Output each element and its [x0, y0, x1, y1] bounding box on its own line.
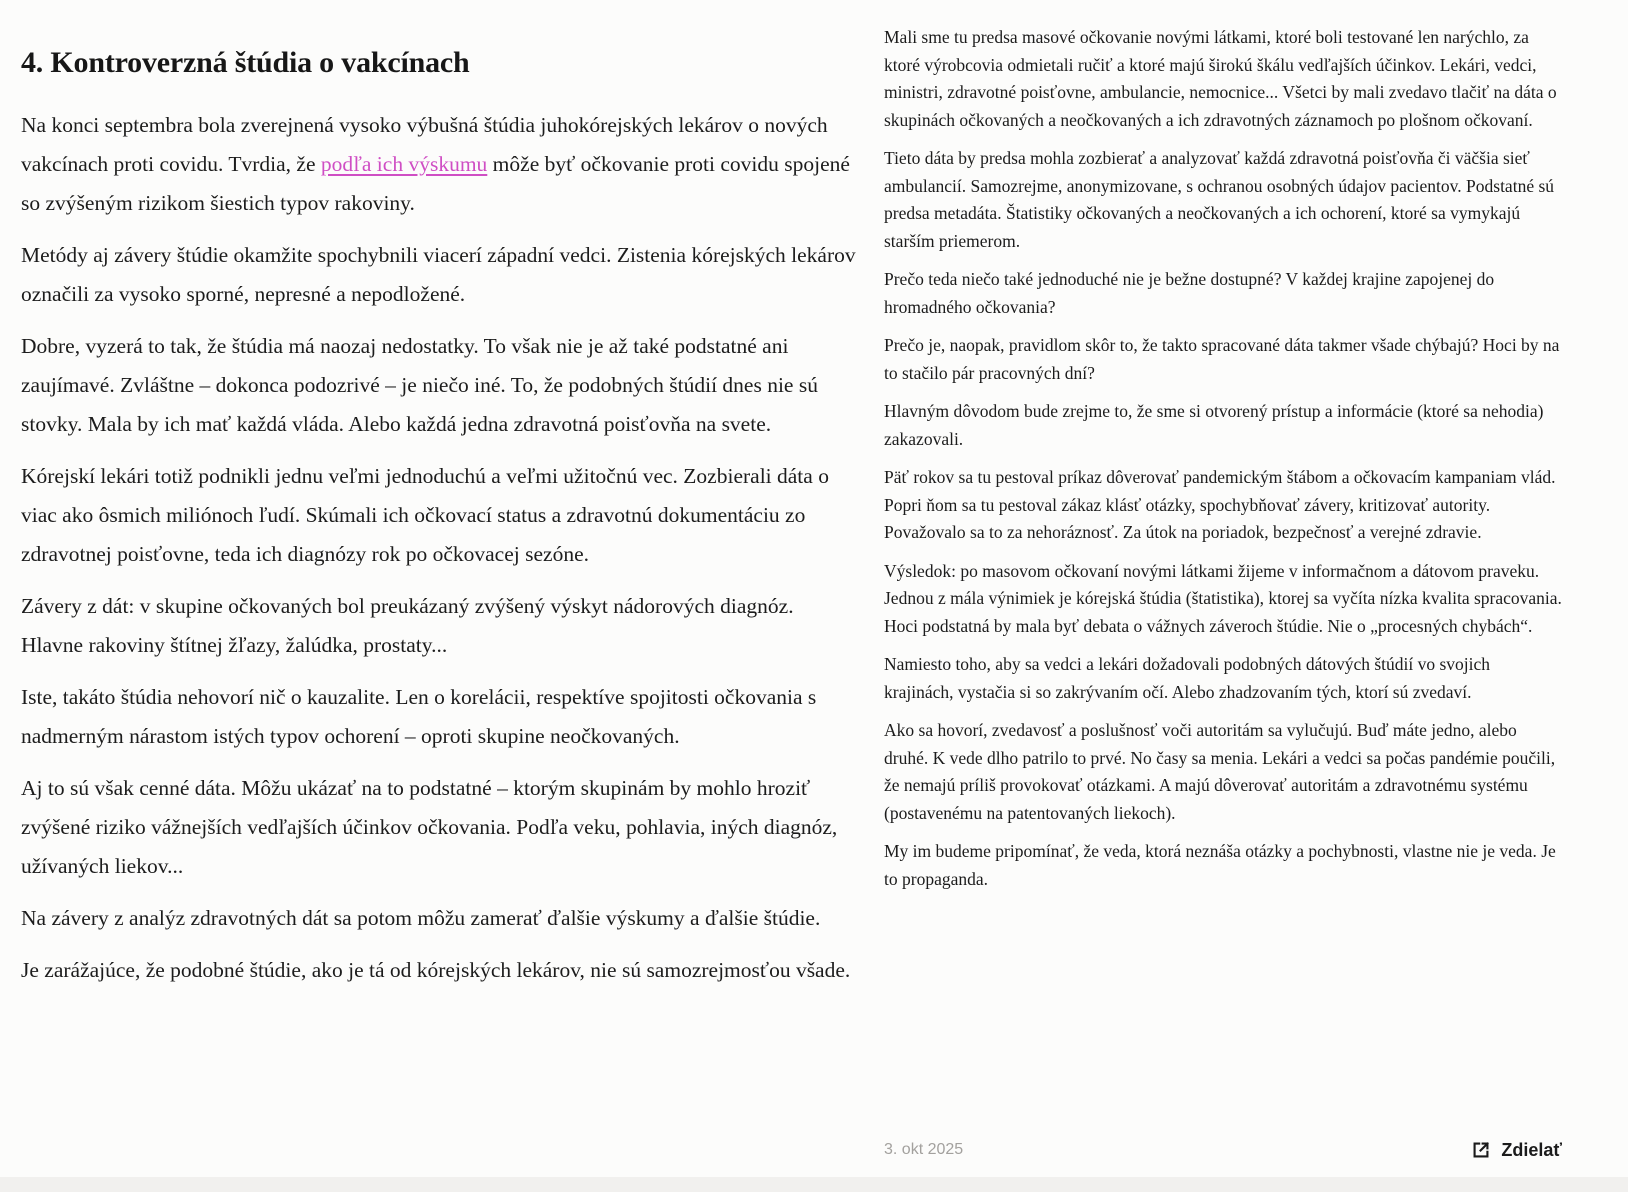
paragraph: Aj to sú však cenné dáta. Môžu ukázať na to podstatné – ktorým skupinám by mohlo hroziť zvýšené riziko vážnejších vedľajších účinkov očkovania. Podľa veku, pohlavia, iných diagnóz, užívaných liekov...	[21, 775, 838, 878]
paragraph: Prečo teda niečo také jednoduché nie je bežne dostupné? V každej krajine zapojenej do hromadného očkovania?	[884, 269, 1495, 317]
paragraph: Päť rokov sa tu pestoval príkaz dôverovať pandemickým štábom a očkovacím kampaniam vlád. Popri ňom sa tu pestoval zákaz klásť otázky, spochybňovať závery, kritizovať autority. Považovalo sa to za nehoráznosť. Za útok na poriadok, bezpečnosť a verejné zdravie.	[884, 467, 1556, 542]
paragraph: Výsledok: po masovom očkovaní novými látkami žijeme v informačnom a dátovom praveku. Jednou z mála výnimiek je kórejská štúdia (štatistika), ktorej sa vyčíta nízka kvalita spracovania. Hoci podstatná by mala byť debata o vážnych záveroch štúdie. Nie o „procesných chybách“.	[884, 560, 1562, 636]
section-title: 4. Kontroverzná štúdia o vakcínach	[21, 46, 470, 79]
inline-link-study[interactable]: podľa ich výskumu	[320, 151, 488, 176]
paragraph: Tieto dáta by predsa mohla zozbierať a analyzovať každá zdravotná poisťovňa či väčšia sieť ambulancií. Samozrejme, anonymizovane, s ochranou osobných údajov pacientov. Podstatné sú predsa metadáta. Štatistiky očkovaných a neočkovaných a ich ochorení, ktoré sa vymykajú starším priemerom.	[884, 148, 1555, 251]
paragraph-text: Na konci septembra bola zverejnená vysoko výbušná štúdia juhokórejských lekárov o nových vakcínach proti covidu. Tvrdia, že	[21, 112, 828, 176]
article-footer	[884, 1134, 1562, 1166]
paragraph-text: môže byť očkovanie proti covidu spojené so zvýšeným rizikom šiestich typov rakoviny.	[21, 151, 850, 215]
publish-date: 3. okt 2025	[884, 1141, 964, 1158]
page-bottom-strip	[0, 1177, 1628, 1192]
share-label: Zdielať	[1501, 1139, 1562, 1160]
paragraph: Iste, takáto štúdia nehovorí nič o kauzalite. Len o korelácii, respektíve spojitosti očkovania s nadmerným nárastom istých typov ochorení – oproti skupine neočkovaných.	[21, 684, 817, 748]
right-column	[884, 24, 1562, 904]
paragraph	[21, 106, 859, 223]
paragraph: Hlavným dôvodom bude zrejme to, že sme si otvorený prístup a informácie (ktoré sa nehodia) zakazovali.	[884, 401, 1544, 449]
paragraph: Kórejskí lekári totiž podnikli jednu veľmi jednoduchú a veľmi užitočnú vec. Zozbierali dáta o viac ako ôsmich miliónoch ľudí. Skúmali ich očkovací status a zdravotnú dokumentáciu zo zdravotnej poisťovne, teda ich diagnózy rok po očkovacej sezóne.	[21, 463, 829, 566]
paragraph: Závery z dát: v skupine očkovaných bol preukázaný zvýšený výskyt nádorových diagnóz. Hlavne rakoviny štítnej žľazy, žalúdka, prostaty...	[21, 593, 794, 657]
left-column	[21, 44, 859, 1003]
paragraph: Mali sme tu predsa masové očkovanie novými látkami, ktoré boli testované len narýchlo, za ktoré výrobcovia odmietali ručiť a ktoré majú širokú škálu vedľajších účinkov. Lekári, vedci, ministri, zdravotné poisťovne, ambulancie, nemocnice... Všetci by mali zvedavo tlačiť na dáta o skupinách očkovaných a neočkovaných a ich zdravotných záznamoch po plošnom očkovaní.	[884, 27, 1557, 130]
paragraph: Prečo je, naopak, pravidlom skôr to, že takto spracované dáta takmer všade chýbajú? Hoci by na to stačilo pár pracovných dní?	[884, 335, 1560, 383]
paragraph: My im budeme pripomínať, že veda, ktorá neznáša otázky a pochybnosti, vlastne nie je veda. Je to propaganda.	[884, 841, 1556, 889]
share-button[interactable]	[1470, 1139, 1562, 1161]
share-icon	[1470, 1139, 1492, 1161]
paragraph: Na závery z analýz zdravotných dát sa potom môžu zamerať ďalšie výskumy a ďalšie štúdie.	[21, 905, 821, 930]
paragraph: Ako sa hovorí, zvedavosť a poslušnosť voči autoritám sa vylučujú. Buď máte jedno, alebo druhé. K vede dlho patrilo to prvé. No časy sa menia. Lekári a vedci sa počas pandémie poučili, že nemajú príliš provokovať otázkami. A majú dôverovať autoritám a zdravotnému systému (postavenému na patentovaných liekoch).	[884, 720, 1556, 823]
paragraph: Namiesto toho, aby sa vedci a lekári dožadovali podobných dátových štúdií vo svojich krajinách, vystačia si so zakrývaním očí. Alebo zhadzovaním tých, ktorí sú zvedaví.	[884, 654, 1491, 702]
paragraph: Metódy aj závery štúdie okamžite spochybnili viacerí západní vedci. Zistenia kórejských lekárov označili za vysoko sporné, nepresné a nepodložené.	[21, 242, 856, 306]
paragraph: Dobre, vyzerá to tak, že štúdia má naozaj nedostatky. To však nie je až také podstatné ani zaujímavé. Zvláštne – dokonca podozrivé – je niečo iné. To, že podobných štúdií dnes nie sú stovky. Mala by ich mať každá vláda. Alebo každá jedna zdravotná poisťovňa na svete.	[21, 333, 818, 436]
paragraph: Je zarážajúce, že podobné štúdie, ako je tá od kórejských lekárov, nie sú samozrejmosťou všade.	[21, 957, 851, 982]
